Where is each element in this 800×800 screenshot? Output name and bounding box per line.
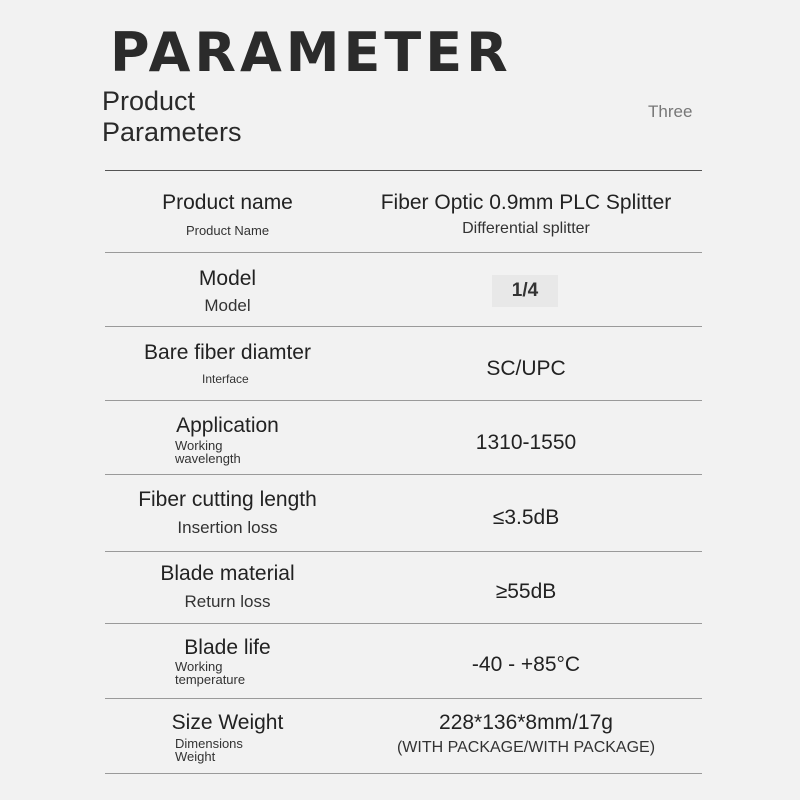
row-sublabel: Return loss	[184, 592, 271, 611]
row-value: ≤3.5dB	[492, 506, 560, 529]
row-label-cell	[105, 475, 350, 551]
table-row-product-name	[105, 172, 702, 253]
row-sublabel: Working temperature	[175, 659, 246, 687]
row-value-sub: (WITH PACKAGE/WITH PACKAGE)	[396, 739, 656, 756]
row-label-cell	[105, 699, 350, 773]
row-label: Model	[198, 267, 257, 290]
row-sublabel: Model	[204, 296, 251, 315]
row-sublabel: Insertion loss	[177, 518, 278, 537]
row-sublabel: Product Name	[185, 223, 270, 238]
row-value-cell	[350, 475, 702, 551]
row-label-cell	[105, 624, 350, 698]
row-value-cell	[350, 552, 702, 623]
row-sublabel: Dimensions Weight	[175, 736, 243, 764]
row-sublabel: Interface	[202, 372, 249, 386]
table-row-working-temperature	[105, 624, 702, 699]
row-value-cell	[350, 172, 702, 252]
page-title: PARAMETER	[110, 21, 512, 84]
row-label: Product name	[162, 191, 293, 214]
row-value-cell	[350, 253, 702, 326]
row-label-cell	[105, 401, 350, 474]
row-label: Blade life	[184, 636, 271, 659]
table-row-dimensions-weight	[105, 699, 702, 774]
table-row-return-loss	[105, 552, 702, 624]
model-value-badge: 1/4	[492, 275, 558, 307]
row-value-cell	[350, 624, 702, 698]
parameters-table	[105, 172, 702, 774]
table-top-divider	[105, 170, 702, 171]
row-value-sub: Differential splitter	[462, 220, 590, 237]
row-label: Application	[176, 414, 279, 437]
table-row-wavelength	[105, 401, 702, 475]
table-row-model	[105, 253, 702, 327]
row-value: ≥55dB	[495, 580, 557, 603]
row-label: Blade material	[160, 562, 295, 585]
row-value: SC/UPC	[486, 357, 566, 380]
row-value-cell	[350, 401, 702, 474]
row-value-cell	[350, 699, 702, 773]
row-label-cell	[105, 327, 350, 400]
row-value: 228*136*8mm/17g	[439, 711, 613, 734]
row-label: Bare fiber diamter	[144, 341, 311, 364]
row-label-cell	[105, 552, 350, 623]
row-sublabel: Working wavelength	[175, 438, 241, 466]
row-value: 1310-1550	[475, 431, 577, 454]
row-value: -40 - +85°C	[471, 653, 581, 676]
row-value-cell	[350, 327, 702, 400]
row-label-cell	[105, 253, 350, 326]
page-subtitle: Product Parameters	[102, 86, 242, 147]
row-label-cell	[105, 172, 350, 252]
table-row-interface	[105, 327, 702, 401]
corner-label: Three	[648, 102, 693, 121]
row-label: Size Weight	[171, 711, 284, 734]
table-row-insertion-loss	[105, 475, 702, 552]
row-value: Fiber Optic 0.9mm PLC Splitter	[380, 191, 672, 214]
row-label: Fiber cutting length	[138, 488, 317, 511]
